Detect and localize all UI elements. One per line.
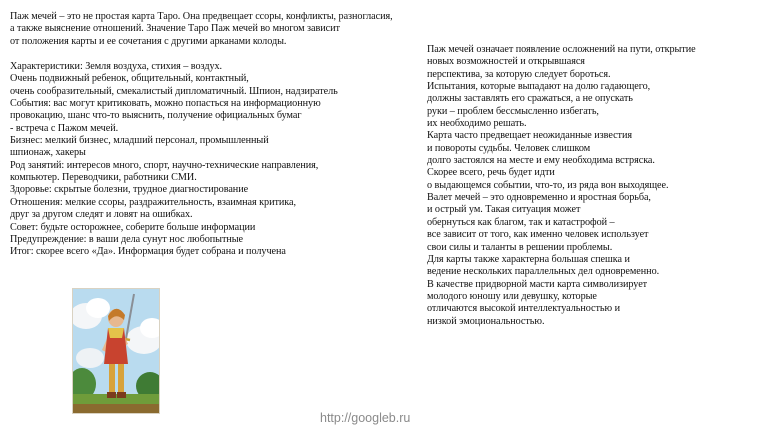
right-text-column <box>427 44 762 328</box>
text-line: друг за другом следят и ловят на ошибках. <box>10 209 193 221</box>
text-line: Очень подвижный ребенок, общительный, контактный, <box>10 73 249 85</box>
text-line: шпионаж, хакеры <box>10 147 86 159</box>
text-line: В качестве придворной масти карта символизирует <box>427 278 648 290</box>
text-line: Для карты также характерна большая спешка и <box>427 253 630 265</box>
text-line: ведение нескольких параллельных дел одновременно. <box>427 266 660 278</box>
text-line: - встреча с Пажом мечей. <box>10 122 119 134</box>
text-line: низкой эмоциональностью. <box>427 315 545 327</box>
text-line: Род занятий: интересов много, спорт, научно-технические направления, <box>10 159 319 171</box>
text-line: молодого юношу или девушку, которые <box>427 290 597 302</box>
details-list <box>10 61 410 259</box>
left-text-column <box>10 11 410 259</box>
text-line: обернуться как благом, так и катастрофой – <box>427 216 615 228</box>
page-of-swords-card-image <box>72 288 160 414</box>
text-line: а также выяснение отношений. Значение Таро Паж мечей во многом зависит <box>10 23 340 35</box>
text-line: Бизнес: мелкий бизнес, младший персонал, промышленный <box>10 135 269 147</box>
text-line: отличаются высокой интеллектуальностью и <box>427 303 620 315</box>
text-line: и острый ум. Такая ситуация может <box>427 204 581 216</box>
text-line: свои силы и таланты в решении проблемы. <box>427 241 613 253</box>
text-line: Паж мечей – это не простая карта Таро. Она предвещает ссоры, конфликты, разногласия, <box>10 11 393 22</box>
text-line: Испытания, которые выпадают на долю гадающего, <box>427 81 651 93</box>
text-line: очень сообразительный, смекалистый дипломатичный. Шпион, надзиратель <box>10 85 338 97</box>
text-line: Паж мечей означает появление осложнений на пути, открытие <box>427 44 696 55</box>
text-line: руки – проблем бессмысленно избегать, <box>427 105 599 117</box>
text-line: все зависит от того, как именно человек использует <box>427 229 649 241</box>
text-line: от положения карты и ее сочетания с другими арканами колоды. <box>10 35 287 47</box>
intro-paragraph <box>10 11 410 48</box>
text-line: Здоровье: скрытые болезни, трудное диагностирование <box>10 184 249 196</box>
text-line: о выдающемся событии, что-то, из ряда вон выходящее. <box>427 179 669 191</box>
text-line: Совет: будьте осторожнее, соберите больше информации <box>10 221 256 233</box>
text-line: их необходимо решать. <box>427 118 527 130</box>
text-line: компьютер. Переводчики, работники СМИ. <box>10 172 197 184</box>
text-line: провокацию, шанс что-то выяснить, получение официальных бумаг <box>10 110 302 122</box>
text-line: перспектива, за которую следует бороться. <box>427 68 611 80</box>
text-line: Итог: скорее всего «Да». Информация будет собрана и получена <box>10 246 286 258</box>
text-line: События: вас могут критиковать, можно попасться на информационную <box>10 98 321 110</box>
text-line: Валет мечей – это одновременно и яростная борьба, <box>427 192 651 204</box>
text-line: Характеристики: Земля воздуха, стихия – воздух. <box>10 61 223 73</box>
text-line: Карта часто предвещает неожиданные известия <box>427 130 632 142</box>
text-line: долго застоялся на месте и ему необходима встряска. <box>427 155 655 167</box>
text-line: Предупреждение: в ваши дела сунут нос любопытные <box>10 233 244 245</box>
text-line: новых возможностей и открывшаяся <box>427 56 585 68</box>
footer-url: http://googleb.ru <box>320 411 411 425</box>
text-line: должны заставлять его сражаться, а не опускать <box>427 93 633 105</box>
text-line: Скорее всего, речь будет идти <box>427 167 555 179</box>
text-line: и повороты судьбы. Человек слишком <box>427 142 591 154</box>
text-line: Отношения: мелкие ссоры, раздражительность, взаимная критика, <box>10 196 297 208</box>
